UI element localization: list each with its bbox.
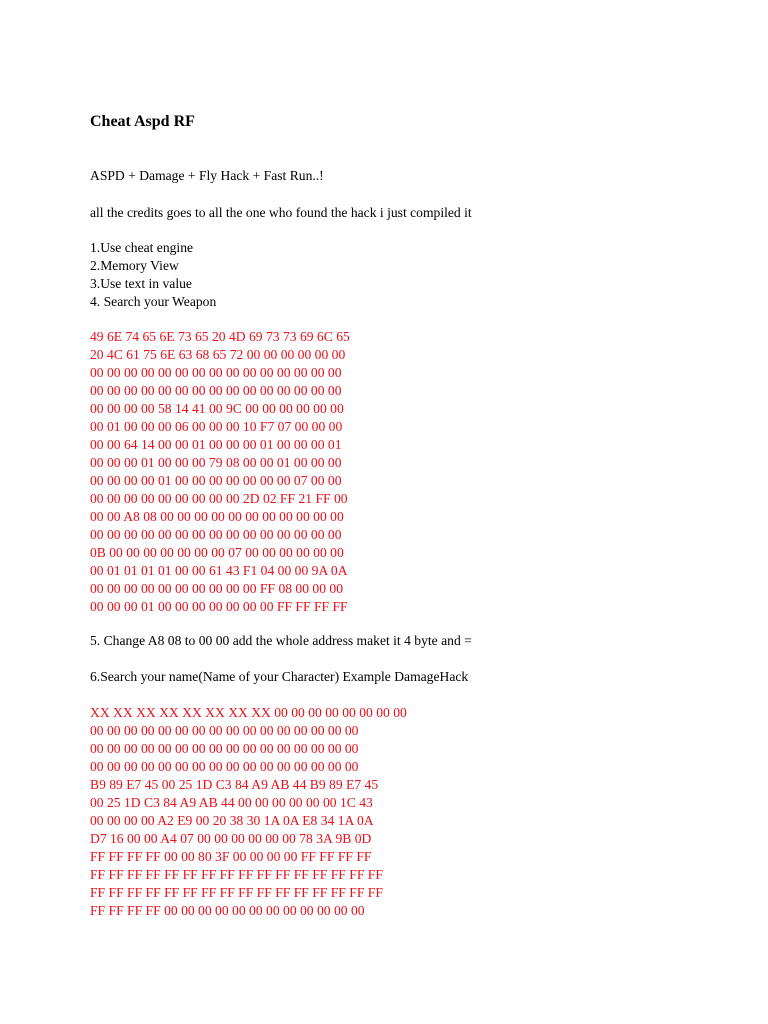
weapon-hex-row: 49 6E 74 65 6E 73 65 20 4D 69 73 73 69 6C 65 xyxy=(90,329,350,344)
weapon-hex-row: 00 01 00 00 00 06 00 00 00 10 F7 07 00 00 00 xyxy=(90,419,343,434)
name-hex-row: B9 89 E7 45 00 25 1D C3 84 A9 AB 44 B9 89 E7 45 xyxy=(90,777,379,792)
name-hex-row: 00 00 00 00 A2 E9 00 20 38 30 1A 0A E8 34 1A 0A xyxy=(90,813,374,828)
weapon-hex-row: 00 00 00 00 00 00 00 00 00 2D 02 FF 21 FF 00 xyxy=(90,491,348,506)
name-hex-row: 00 25 1D C3 84 A9 AB 44 00 00 00 00 00 00 1C 43 xyxy=(90,795,373,810)
weapon-hex-row: 0B 00 00 00 00 00 00 00 07 00 00 00 00 00 00 xyxy=(90,545,344,560)
name-hex-row: FF FF FF FF 00 00 80 3F 00 00 00 00 FF FF FF FF xyxy=(90,849,372,864)
weapon-hex-row: 00 00 00 00 00 00 00 00 00 00 00 00 00 00 00 xyxy=(90,365,342,380)
weapon-hex-row: 00 00 00 00 00 00 00 00 00 00 00 00 00 00 00 xyxy=(90,527,342,542)
step-item: 1.Use cheat engine xyxy=(90,240,194,255)
step-item: 3.Use text in value xyxy=(90,276,192,291)
weapon-hex-row: 00 01 01 01 01 00 00 61 43 F1 04 00 00 9A 0A xyxy=(90,563,348,578)
subtitle-line: ASPD + Damage + Fly Hack + Fast Run..! xyxy=(90,168,324,183)
name-hex-row: FF FF FF FF FF FF FF FF FF FF FF FF FF FF FF FF xyxy=(90,867,383,882)
step-6-line: 6.Search your name(Name of your Character) Example DamageHack xyxy=(90,669,469,684)
name-hex-row: FF FF FF FF FF FF FF FF FF FF FF FF FF FF FF FF xyxy=(90,885,383,900)
name-hex-row: 00 00 00 00 00 00 00 00 00 00 00 00 00 00 00 00 xyxy=(90,759,359,774)
name-hex-row: XX XX XX XX XX XX XX XX 00 00 00 00 00 00 00 00 xyxy=(90,705,407,720)
credits-line: all the credits goes to all the one who found the hack i just compiled it xyxy=(90,205,472,220)
weapon-hex-row: 00 00 00 00 01 00 00 00 00 00 00 00 07 00 00 xyxy=(90,473,342,488)
name-hex-row: FF FF FF FF 00 00 00 00 00 00 00 00 00 00 00 00 xyxy=(90,903,365,918)
weapon-hex-row: 00 00 00 01 00 00 00 79 08 00 00 01 00 00 00 xyxy=(90,455,342,470)
weapon-hex-row: 00 00 00 00 00 00 00 00 00 00 00 00 00 00 00 xyxy=(90,383,342,398)
weapon-hex-row: 00 00 64 14 00 00 01 00 00 00 01 00 00 00 01 xyxy=(90,437,342,452)
weapon-hex-row: 00 00 00 00 58 14 41 00 9C 00 00 00 00 00 00 xyxy=(90,401,344,416)
name-hex-row: D7 16 00 00 A4 07 00 00 00 00 00 00 78 3A 9B 0D xyxy=(90,831,372,846)
name-hex-row: 00 00 00 00 00 00 00 00 00 00 00 00 00 00 00 00 xyxy=(90,741,359,756)
step-item: 2.Memory View xyxy=(90,258,179,273)
document-title: Cheat Aspd RF xyxy=(90,113,195,130)
weapon-hex-row: 00 00 00 01 00 00 00 00 00 00 00 FF FF FF FF xyxy=(90,599,348,614)
step-item: 4. Search your Weapon xyxy=(90,294,217,309)
name-hex-row: 00 00 00 00 00 00 00 00 00 00 00 00 00 00 00 00 xyxy=(90,723,359,738)
weapon-hex-row: 00 00 00 00 00 00 00 00 00 00 FF 08 00 00 00 xyxy=(90,581,344,596)
weapon-hex-row: 00 00 A8 08 00 00 00 00 00 00 00 00 00 00 00 xyxy=(90,509,344,524)
weapon-hex-row: 20 4C 61 75 6E 63 68 65 72 00 00 00 00 00 00 xyxy=(90,347,346,362)
step-5-line: 5. Change A8 08 to 00 00 add the whole address maket it 4 byte and = xyxy=(90,633,472,648)
